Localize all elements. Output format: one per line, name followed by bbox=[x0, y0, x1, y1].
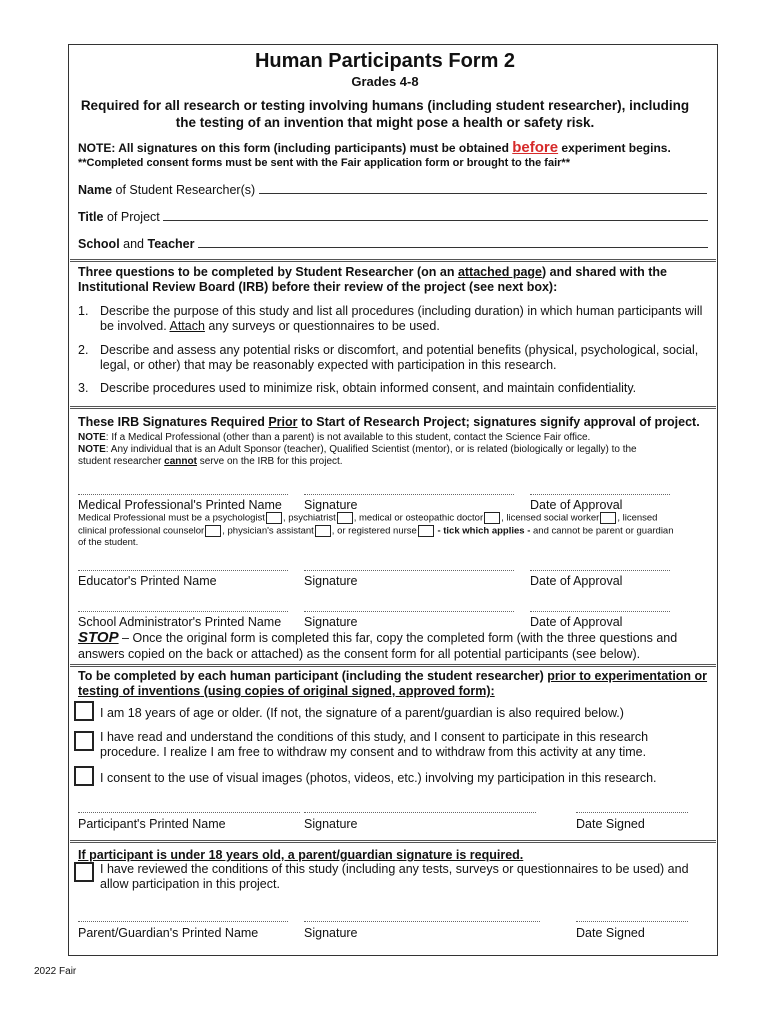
project-title-field[interactable] bbox=[78, 210, 708, 224]
question-text: any surveys or questionnaires to be used. bbox=[204, 319, 440, 333]
note-bold: NOTE bbox=[78, 444, 106, 455]
participant-heading bbox=[78, 669, 707, 699]
psychiatrist-checkbox[interactable] bbox=[337, 512, 353, 524]
name-bold: Name bbox=[78, 183, 113, 197]
medical-date-label: Date of Approval bbox=[530, 498, 623, 512]
signature-note bbox=[78, 139, 671, 156]
question-text: Describe and assess any potential risks or discomfort, and potential benefits (physical, psychological, social, bbox=[100, 343, 699, 357]
guardian-signature-line[interactable] bbox=[304, 921, 540, 922]
irb-head-b: to Start of Research Project; signatures signify approval of project. bbox=[297, 415, 700, 429]
footer-year: 2022 Fair bbox=[34, 966, 77, 977]
guardian-name-label: Parent/Guardian's Printed Name bbox=[78, 926, 259, 940]
question-text: Describe procedures used to minimize risk, obtain informed consent, and maintain confidentiality. bbox=[100, 381, 637, 395]
stop-instruction bbox=[78, 630, 677, 662]
detail-text: clinical professional counselor bbox=[78, 525, 205, 537]
note-prefix: NOTE: All signatures on this form (including participants) must be obtained bbox=[78, 141, 513, 155]
note-bold: NOTE bbox=[78, 432, 106, 443]
medical-name-label: Medical Professional's Printed Name bbox=[78, 498, 282, 512]
question-number: 3. bbox=[78, 381, 89, 395]
detail-text: , physician's assistant bbox=[222, 525, 314, 537]
participant-date-label: Date Signed bbox=[576, 817, 645, 831]
requirement-line-2: the testing of an invention that might pose a health or safety risk. bbox=[175, 115, 595, 130]
participant-date-line[interactable] bbox=[576, 812, 688, 813]
section-divider-participant bbox=[70, 664, 716, 667]
title-bold: Title bbox=[78, 210, 104, 224]
psychologist-checkbox[interactable] bbox=[266, 512, 282, 524]
guardian-date-label: Date Signed bbox=[576, 926, 645, 940]
question-number: 2. bbox=[78, 343, 89, 357]
stop-word: STOP bbox=[78, 629, 119, 646]
participant-name-line[interactable] bbox=[78, 812, 300, 813]
title-label: of Project bbox=[103, 210, 164, 224]
stop-text: answers copied on the back or attached) as the consent form for all potential participants (see below). bbox=[78, 647, 641, 661]
school-teacher-field[interactable] bbox=[78, 237, 708, 251]
images-checkbox[interactable] bbox=[74, 766, 94, 786]
guardian-line: allow participation in this project. bbox=[100, 877, 280, 891]
educator-name-label: Educator's Printed Name bbox=[78, 574, 217, 588]
note-text: student researcher bbox=[78, 456, 165, 467]
irb-note-2 bbox=[78, 444, 637, 468]
questions-head-a: Three questions to be completed by Student Researcher (on an bbox=[78, 265, 458, 279]
question-2 bbox=[78, 343, 698, 373]
requirement-line-1: Required for all research or testing involving humans (including student researcher), including bbox=[80, 98, 690, 113]
stop-text: – Once the original form is completed this far, copy the completed form (with the three questions and bbox=[118, 631, 678, 645]
section-divider-irb bbox=[70, 406, 716, 409]
images-statement: I consent to the use of visual images (photos, videos, etc.) involving my participation in this research. bbox=[100, 771, 657, 785]
grades-label: Grades 4-8 bbox=[351, 74, 419, 89]
name-label: of Student Researcher(s) bbox=[112, 183, 259, 197]
questions-head-b: ) and shared with the bbox=[542, 265, 668, 279]
irb-head-u: Prior bbox=[268, 415, 298, 429]
medical-date-line[interactable] bbox=[530, 494, 670, 495]
note-suffix: experiment begins. bbox=[558, 141, 671, 155]
consent-line: I have read and understand the conditions of this study, and I consent to participate in this research bbox=[100, 730, 649, 744]
irb-note-1 bbox=[78, 432, 590, 444]
detail-text: and cannot be parent or guardian bbox=[533, 525, 674, 537]
question-text: be involved. bbox=[100, 319, 170, 333]
consent-checkbox[interactable] bbox=[74, 731, 94, 751]
student-name-field[interactable] bbox=[78, 183, 707, 197]
questions-head-u: attached page bbox=[457, 265, 542, 279]
detail-text: , licensed social worker bbox=[501, 512, 600, 524]
age-statement: I am 18 years of age or older. (If not, the signature of a parent/guardian is also required below.) bbox=[100, 706, 624, 720]
note-cannot: cannot bbox=[164, 456, 197, 467]
note-text: : If a Medical Professional (other than a parent) is not available to this student, contact the Science Fair office. bbox=[105, 432, 591, 443]
social-worker-checkbox[interactable] bbox=[600, 512, 616, 524]
educator-name-line[interactable] bbox=[78, 570, 288, 571]
detail-text: , licensed bbox=[617, 512, 658, 524]
form-title: Human Participants Form 2 bbox=[254, 50, 516, 72]
question-text: legal, or other) that may be reasonably expected with participation in this research. bbox=[100, 358, 557, 372]
guardian-checkbox[interactable] bbox=[74, 862, 94, 882]
consent-statement bbox=[100, 730, 648, 760]
consent-note: **Completed consent forms must be sent with the Fair application form or brought to the fair** bbox=[78, 157, 570, 169]
note-text: serve on the IRB for this project. bbox=[196, 456, 343, 467]
participant-signature-label: Signature bbox=[304, 817, 358, 831]
question-number: 1. bbox=[78, 304, 89, 318]
admin-signature-line[interactable] bbox=[304, 611, 514, 612]
irb-head-a: These IRB Signatures Required bbox=[78, 415, 269, 429]
question-attach: Attach bbox=[169, 319, 205, 333]
participant-head-b: (using copies of original signed, approved form): bbox=[200, 684, 495, 698]
irb-heading bbox=[78, 415, 700, 430]
project-title-line[interactable] bbox=[163, 210, 708, 221]
admin-date-line[interactable] bbox=[530, 611, 670, 612]
detail-text: , medical or osteopathic doctor bbox=[353, 512, 484, 524]
section-divider-guardian bbox=[70, 840, 716, 843]
note-text: : Any individual that is an Adult Sponsor (teacher), Qualified Scientist (mentor), or is related (biologically or legally) to the bbox=[105, 444, 637, 455]
educator-date-label: Date of Approval bbox=[530, 574, 623, 588]
consent-line: procedure. I realize I am free to withdraw my consent and to withdraw from this activity at any time. bbox=[100, 745, 647, 759]
nurse-checkbox[interactable] bbox=[418, 525, 434, 537]
detail-text: , or registered nurse bbox=[331, 525, 417, 537]
participant-name-label: Participant's Printed Name bbox=[78, 817, 226, 831]
participant-head-a: To be completed by each human participant (including the student researcher) bbox=[78, 669, 548, 683]
age-checkbox[interactable] bbox=[74, 701, 94, 721]
admin-signature-label: Signature bbox=[304, 615, 358, 629]
student-name-line[interactable] bbox=[259, 183, 707, 194]
participant-head-u1: prior to experimentation or bbox=[547, 669, 708, 683]
guardian-date-line[interactable] bbox=[576, 921, 688, 922]
guardian-line: I have reviewed the conditions of this study (including any tests, surveys or questionnaires to be used) and bbox=[100, 862, 689, 876]
section-divider-questions bbox=[70, 259, 716, 262]
participant-head-u2: testing of inventions bbox=[78, 684, 201, 698]
school-bold: School bbox=[78, 237, 120, 251]
detail-text: , psychiatrist bbox=[282, 512, 336, 524]
admin-name-label: School Administrator's Printed Name bbox=[78, 615, 282, 629]
doctor-checkbox[interactable] bbox=[484, 512, 500, 524]
detail-text: of the student. bbox=[78, 537, 139, 549]
guardian-statement bbox=[100, 862, 689, 892]
detail-tick: - tick which applies - bbox=[434, 525, 533, 537]
question-1 bbox=[78, 304, 702, 334]
questions-heading bbox=[78, 265, 667, 295]
school-teacher-line[interactable] bbox=[198, 237, 708, 248]
guardian-heading: If participant is under 18 years old, a parent/guardian signature is required. bbox=[78, 848, 524, 862]
medical-signature-line[interactable] bbox=[304, 494, 514, 495]
school-and: and bbox=[119, 237, 148, 251]
admin-name-line[interactable] bbox=[78, 611, 288, 612]
requirement-text bbox=[0, 97, 770, 131]
participant-signature-line[interactable] bbox=[304, 812, 536, 813]
guardian-signature-label: Signature bbox=[304, 926, 358, 940]
detail-text: Medical Professional must be a psychologist bbox=[78, 512, 265, 524]
physician-assistant-checkbox[interactable] bbox=[315, 525, 331, 537]
question-3 bbox=[78, 381, 636, 396]
note-emphasis: before bbox=[512, 139, 559, 156]
guardian-name-line[interactable] bbox=[78, 921, 288, 922]
educator-signature-label: Signature bbox=[304, 574, 358, 588]
medical-signature-label: Signature bbox=[304, 498, 358, 512]
counselor-checkbox[interactable] bbox=[205, 525, 221, 537]
admin-date-label: Date of Approval bbox=[530, 615, 623, 629]
questions-head-line2: Institutional Review Board (IRB) before their review of the project (see next box): bbox=[78, 280, 558, 294]
teacher-bold: Teacher bbox=[147, 237, 195, 251]
medical-name-line[interactable] bbox=[78, 494, 288, 495]
question-text: Describe the purpose of this study and list all procedures (including duration) in which human participants will bbox=[100, 304, 703, 318]
educator-date-line[interactable] bbox=[530, 570, 670, 571]
medical-detail bbox=[78, 512, 674, 549]
educator-signature-line[interactable] bbox=[304, 570, 514, 571]
